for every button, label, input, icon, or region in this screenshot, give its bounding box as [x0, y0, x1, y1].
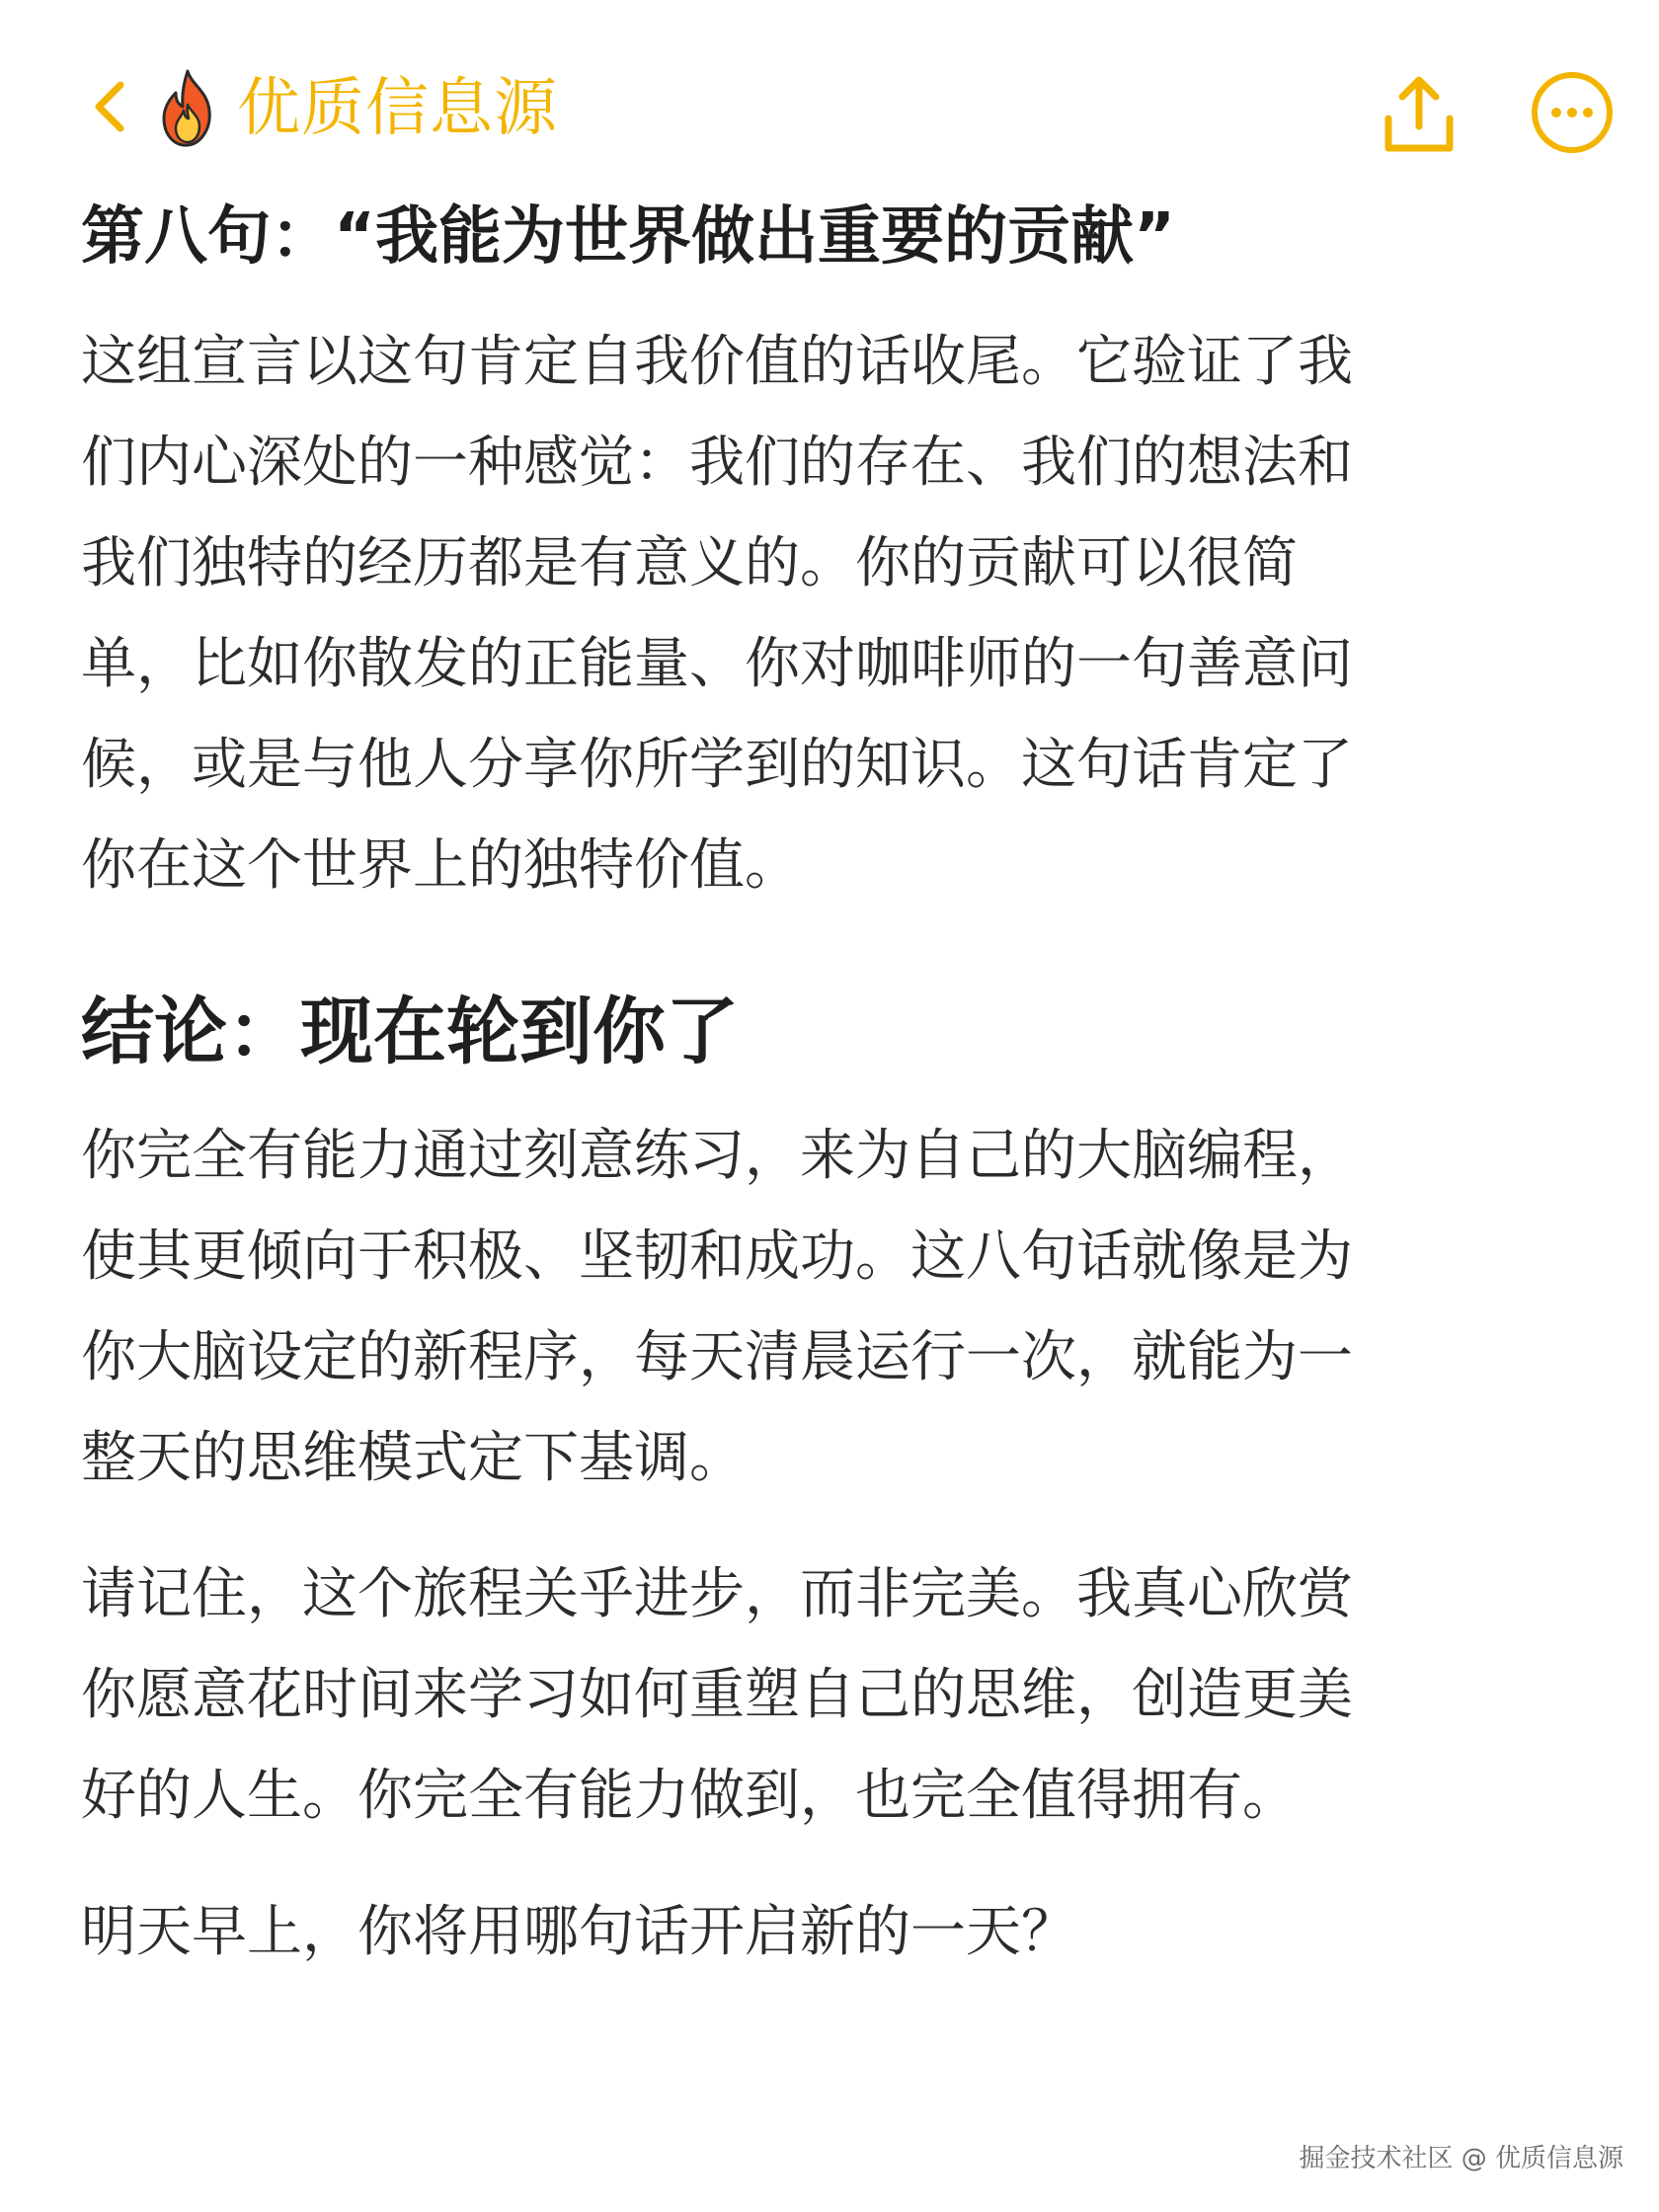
- paragraph-line: 候，或是与他人分享你所学到的知识。这句话肯定了: [81, 733, 1353, 797]
- section-paragraph: [81, 1882, 1602, 1983]
- section-heading: 第八句：“我能为世界做出重要的贡献”: [81, 200, 1176, 274]
- paragraph-line: 单，比如你散发的正能量、你对咖啡师的一句善意问: [81, 632, 1353, 696]
- paragraph-line: 整天的思维模式定下基调。: [81, 1426, 745, 1490]
- section-paragraph: [81, 1544, 1602, 1847]
- paragraph-line: 你愿意花时间来学习如何重塑自己的思维，创造更美: [81, 1663, 1353, 1727]
- paragraph-line: 请记住，这个旅程关乎进步，而非完美。我真心欣赏: [81, 1562, 1353, 1626]
- section-paragraph: [81, 312, 1602, 916]
- paragraph-line: 你大脑设定的新程序，每天清晨运行一次，就能为一: [81, 1325, 1353, 1389]
- back-button[interactable]: [81, 77, 140, 136]
- paragraph-line: 你在这个世界上的独特价值。: [81, 833, 800, 898]
- watermark: 掘金技术社区 @ 优质信息源: [1299, 2144, 1623, 2173]
- chevron-left-icon: [91, 79, 130, 134]
- section-heading: 结论：现在轮到你了: [81, 989, 739, 1074]
- paragraph-line: 明天早上，你将用哪句话开启新的一天？: [81, 1900, 1076, 1964]
- paragraph-line: 使其更倾向于积极、坚韧和成功。这八句话就像是为: [81, 1224, 1353, 1289]
- paragraph-line: 好的人生。你完全有能力做到，也完全值得拥有。: [81, 1764, 1298, 1828]
- paragraph-line: 我们独特的经历都是有意义的。你的贡献可以很简: [81, 531, 1298, 595]
- section-paragraph: [81, 1106, 1602, 1509]
- share-button[interactable]: [1375, 69, 1463, 158]
- paragraph-line: 们内心深处的一种感觉：我们的存在、我们的想法和: [81, 431, 1353, 495]
- share-upload-icon: [1375, 69, 1463, 158]
- paragraph-line: 这组宣言以这句肯定自我价值的话收尾。它验证了我: [81, 330, 1353, 394]
- page-title: 优质信息源: [237, 72, 558, 145]
- paragraph-line: 你完全有能力通过刻意练习，来为自己的大脑编程，: [81, 1124, 1353, 1188]
- fire-icon: [156, 69, 219, 148]
- more-button[interactable]: [1529, 69, 1616, 156]
- article-content: [81, 188, 1602, 1983]
- top-bar: [0, 0, 1659, 198]
- more-horizontal-icon: [1529, 69, 1616, 156]
